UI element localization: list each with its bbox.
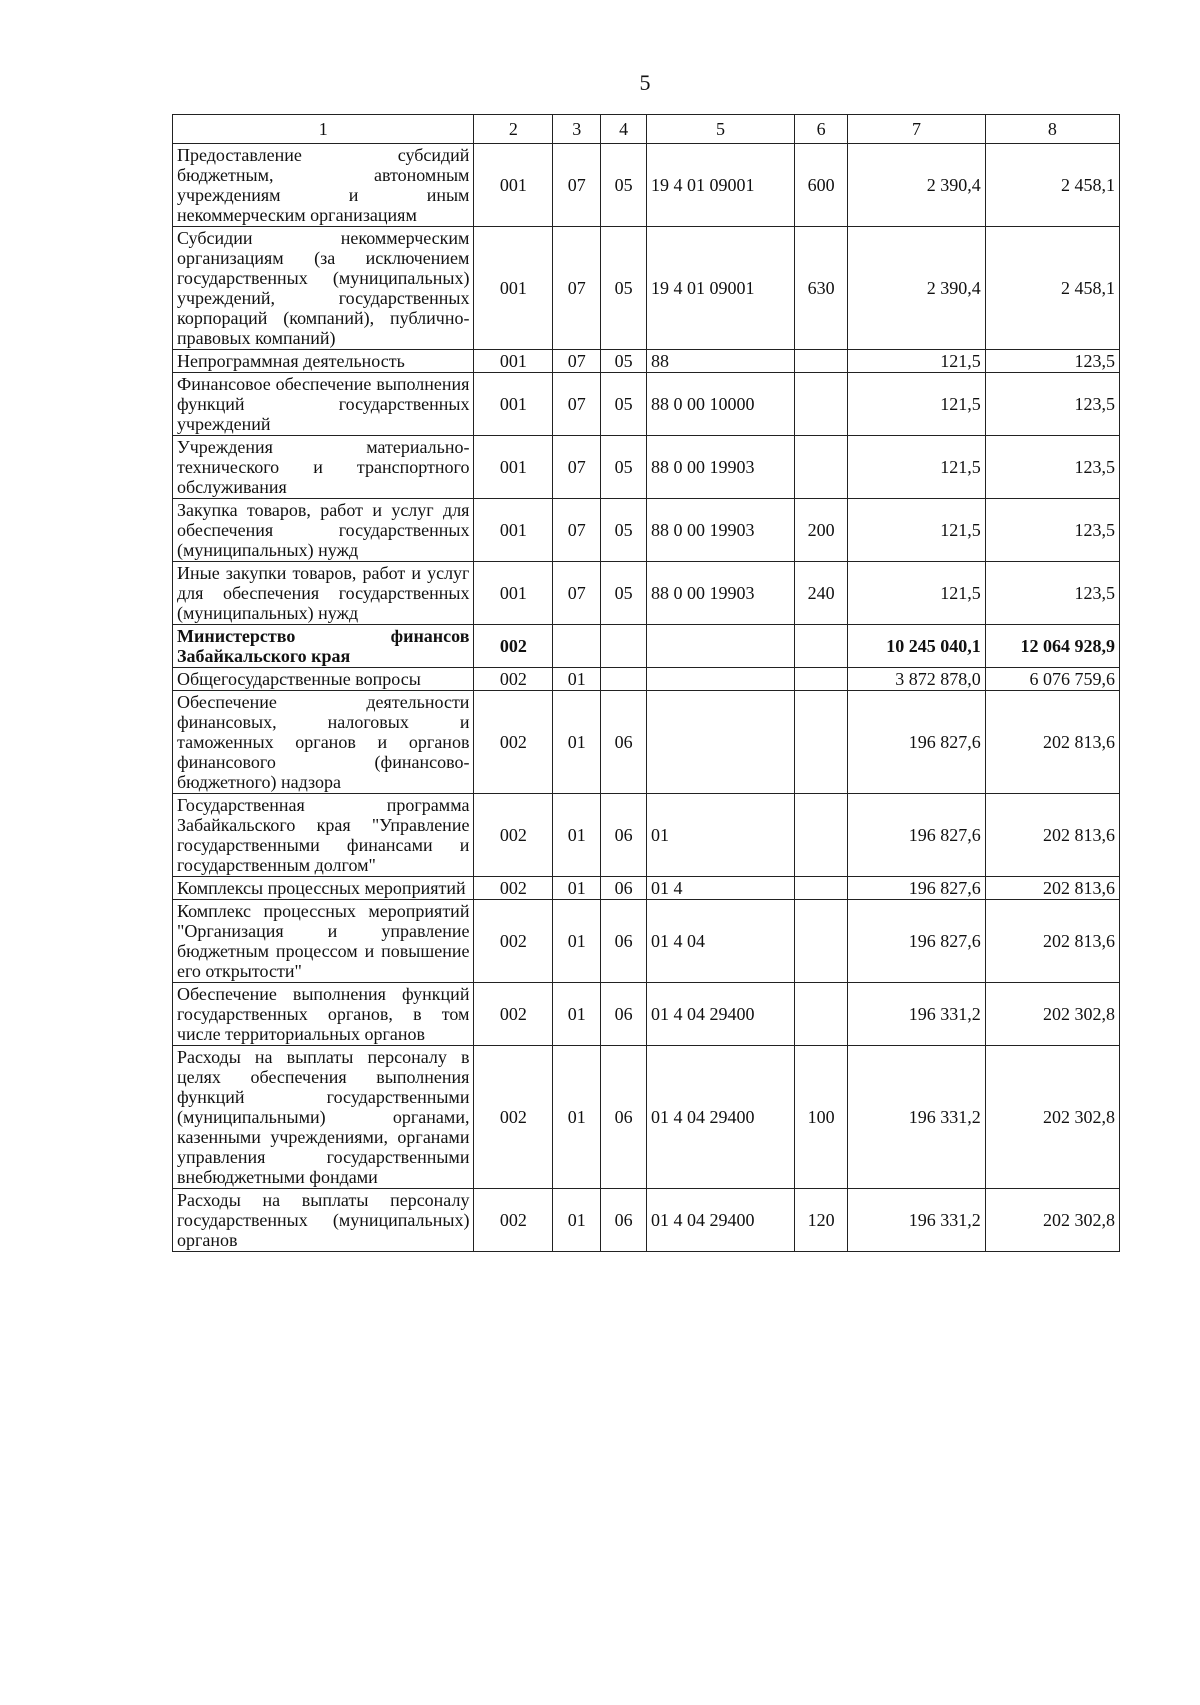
target-article-cell	[646, 625, 794, 668]
subsection-code-cell: 05	[601, 373, 647, 436]
row-name-cell: Государственная программа Забайкальского края "Управление государственными финансами и государственным долгом"	[173, 794, 474, 877]
table-row	[173, 625, 1120, 668]
target-article-cell: 19 4 01 09001	[646, 227, 794, 350]
section-code-cell: 01	[553, 900, 601, 983]
amount-year1-cell: 196 331,2	[848, 1046, 985, 1189]
subsection-code-cell: 06	[601, 900, 647, 983]
ministry-code-cell: 002	[474, 877, 553, 900]
table-row	[173, 668, 1120, 691]
subsection-code-cell: 05	[601, 436, 647, 499]
ministry-code-cell: 002	[474, 983, 553, 1046]
amount-year2-cell: 6 076 759,6	[985, 668, 1119, 691]
column-header: 2	[474, 115, 553, 144]
amount-year1-cell: 2 390,4	[848, 227, 985, 350]
budget-table	[172, 114, 1120, 1252]
amount-year1-cell: 121,5	[848, 562, 985, 625]
amount-year1-cell: 10 245 040,1	[848, 625, 985, 668]
amount-year2-cell: 202 302,8	[985, 983, 1119, 1046]
section-code-cell	[553, 625, 601, 668]
table-row	[173, 436, 1120, 499]
ministry-code-cell: 001	[474, 227, 553, 350]
subsection-code-cell: 05	[601, 562, 647, 625]
section-code-cell: 01	[553, 877, 601, 900]
amount-year2-cell: 123,5	[985, 562, 1119, 625]
row-name-cell: Учреждения материально-технического и транспортного обслуживания	[173, 436, 474, 499]
column-header: 5	[646, 115, 794, 144]
table-row	[173, 350, 1120, 373]
expense-type-cell: 200	[795, 499, 848, 562]
amount-year2-cell: 123,5	[985, 373, 1119, 436]
ministry-code-cell: 001	[474, 499, 553, 562]
subsection-code-cell: 06	[601, 794, 647, 877]
expense-type-cell: 240	[795, 562, 848, 625]
subsection-code-cell: 06	[601, 1046, 647, 1189]
table-row	[173, 983, 1120, 1046]
ministry-code-cell: 001	[474, 436, 553, 499]
target-article-cell: 01 4 04	[646, 900, 794, 983]
subsection-code-cell: 06	[601, 1189, 647, 1252]
table-row	[173, 1046, 1120, 1189]
amount-year1-cell: 196 331,2	[848, 1189, 985, 1252]
row-name-cell: Закупка товаров, работ и услуг для обеспечения государственных (муниципальных) нужд	[173, 499, 474, 562]
subsection-code-cell: 05	[601, 499, 647, 562]
table-row	[173, 227, 1120, 350]
section-code-cell: 01	[553, 668, 601, 691]
amount-year2-cell: 123,5	[985, 499, 1119, 562]
row-name-cell: Комплекс процессных мероприятий "Организация и управление бюджетным процессом и повышение его открытости"	[173, 900, 474, 983]
ministry-code-cell: 002	[474, 1046, 553, 1189]
ministry-code-cell: 002	[474, 625, 553, 668]
amount-year2-cell: 202 302,8	[985, 1046, 1119, 1189]
amount-year1-cell: 196 827,6	[848, 691, 985, 794]
column-header: 6	[795, 115, 848, 144]
row-name-cell: Общегосударственные вопросы	[173, 668, 474, 691]
amount-year2-cell: 123,5	[985, 350, 1119, 373]
table-row	[173, 373, 1120, 436]
subsection-code-cell	[601, 668, 647, 691]
section-code-cell: 01	[553, 983, 601, 1046]
amount-year2-cell: 202 813,6	[985, 691, 1119, 794]
target-article-cell: 88 0 00 19903	[646, 436, 794, 499]
row-name-cell: Расходы на выплаты персоналу государственных (муниципальных) органов	[173, 1189, 474, 1252]
ministry-code-cell: 002	[474, 691, 553, 794]
subsection-code-cell: 05	[601, 227, 647, 350]
target-article-cell	[646, 691, 794, 794]
section-code-cell: 07	[553, 350, 601, 373]
expense-type-cell	[795, 436, 848, 499]
section-code-cell: 01	[553, 1046, 601, 1189]
row-name-cell: Обеспечение деятельности финансовых, налоговых и таможенных органов и органов финансового (финансово-бюджетного) надзора	[173, 691, 474, 794]
column-header: 3	[553, 115, 601, 144]
target-article-cell: 88 0 00 19903	[646, 499, 794, 562]
table-row	[173, 900, 1120, 983]
row-name-cell: Субсидии некоммерческим организациям (за исключением государственных (муниципальных) учреждений, государственных корпораций (компаний), публично-правовых компаний)	[173, 227, 474, 350]
amount-year2-cell: 202 302,8	[985, 1189, 1119, 1252]
row-name-cell: Иные закупки товаров, работ и услуг для обеспечения государственных (муниципальных) нужд	[173, 562, 474, 625]
ministry-code-cell: 002	[474, 900, 553, 983]
expense-type-cell	[795, 983, 848, 1046]
table-row	[173, 499, 1120, 562]
subsection-code-cell: 06	[601, 691, 647, 794]
table-row	[173, 562, 1120, 625]
expense-type-cell: 120	[795, 1189, 848, 1252]
subsection-code-cell: 06	[601, 983, 647, 1046]
section-code-cell: 07	[553, 144, 601, 227]
amount-year1-cell: 196 827,6	[848, 900, 985, 983]
amount-year2-cell: 202 813,6	[985, 877, 1119, 900]
column-header: 4	[601, 115, 647, 144]
expense-type-cell	[795, 900, 848, 983]
subsection-code-cell: 05	[601, 350, 647, 373]
column-header: 8	[985, 115, 1119, 144]
row-name-cell: Обеспечение выполнения функций государственных органов, в том числе территориальных органов	[173, 983, 474, 1046]
amount-year1-cell: 121,5	[848, 499, 985, 562]
target-article-cell: 88	[646, 350, 794, 373]
expense-type-cell	[795, 794, 848, 877]
ministry-code-cell: 001	[474, 350, 553, 373]
amount-year2-cell: 12 064 928,9	[985, 625, 1119, 668]
amount-year2-cell: 2 458,1	[985, 144, 1119, 227]
row-name-cell: Финансовое обеспечение выполнения функций государственных учреждений	[173, 373, 474, 436]
target-article-cell: 01 4 04 29400	[646, 983, 794, 1046]
ministry-code-cell: 001	[474, 373, 553, 436]
amount-year2-cell: 202 813,6	[985, 900, 1119, 983]
amount-year1-cell: 3 872 878,0	[848, 668, 985, 691]
column-header: 7	[848, 115, 985, 144]
expense-type-cell	[795, 668, 848, 691]
amount-year2-cell: 123,5	[985, 436, 1119, 499]
section-code-cell: 01	[553, 794, 601, 877]
amount-year1-cell: 121,5	[848, 350, 985, 373]
section-code-cell: 07	[553, 373, 601, 436]
row-name-cell: Непрограммная деятельность	[173, 350, 474, 373]
ministry-code-cell: 001	[474, 562, 553, 625]
expense-type-cell: 630	[795, 227, 848, 350]
subsection-code-cell	[601, 625, 647, 668]
amount-year1-cell: 196 827,6	[848, 877, 985, 900]
target-article-cell: 01 4 04 29400	[646, 1189, 794, 1252]
amount-year1-cell: 196 827,6	[848, 794, 985, 877]
expense-type-cell	[795, 691, 848, 794]
section-code-cell: 07	[553, 499, 601, 562]
row-name-cell: Комплексы процессных мероприятий	[173, 877, 474, 900]
ministry-code-cell: 002	[474, 668, 553, 691]
target-article-cell: 01 4	[646, 877, 794, 900]
section-code-cell: 01	[553, 691, 601, 794]
target-article-cell: 88 0 00 10000	[646, 373, 794, 436]
section-code-cell: 01	[553, 1189, 601, 1252]
amount-year2-cell: 2 458,1	[985, 227, 1119, 350]
expense-type-cell	[795, 350, 848, 373]
amount-year1-cell: 121,5	[848, 373, 985, 436]
ministry-code-cell: 002	[474, 794, 553, 877]
amount-year1-cell: 121,5	[848, 436, 985, 499]
section-code-cell: 07	[553, 436, 601, 499]
expense-type-cell: 100	[795, 1046, 848, 1189]
column-header: 1	[173, 115, 474, 144]
subsection-code-cell: 05	[601, 144, 647, 227]
target-article-cell: 19 4 01 09001	[646, 144, 794, 227]
section-code-cell: 07	[553, 227, 601, 350]
table-row	[173, 144, 1120, 227]
page-number: 5	[639, 70, 651, 95]
header-row	[173, 115, 1120, 144]
target-article-cell: 01 4 04 29400	[646, 1046, 794, 1189]
target-article-cell	[646, 668, 794, 691]
row-name-cell: Расходы на выплаты персоналу в целях обеспечения выполнения функций государственными (муниципальными) органами, казенными учреждениями, органами управления государственными внебюджетными фондами	[173, 1046, 474, 1189]
table-body	[173, 144, 1120, 1252]
table-row	[173, 1189, 1120, 1252]
table-row	[173, 691, 1120, 794]
expense-type-cell	[795, 877, 848, 900]
ministry-code-cell: 002	[474, 1189, 553, 1252]
expense-type-cell	[795, 373, 848, 436]
table-row	[173, 794, 1120, 877]
table-row	[173, 877, 1120, 900]
row-name-cell: Предоставление субсидий бюджетным, автономным учреждениям и иным некоммерческим организациям	[173, 144, 474, 227]
amount-year2-cell: 202 813,6	[985, 794, 1119, 877]
ministry-code-cell: 001	[474, 144, 553, 227]
row-name-cell: Министерство финансов Забайкальского края	[173, 625, 474, 668]
expense-type-cell: 600	[795, 144, 848, 227]
amount-year1-cell: 196 331,2	[848, 983, 985, 1046]
expense-type-cell	[795, 625, 848, 668]
target-article-cell: 88 0 00 19903	[646, 562, 794, 625]
section-code-cell: 07	[553, 562, 601, 625]
amount-year1-cell: 2 390,4	[848, 144, 985, 227]
subsection-code-cell: 06	[601, 877, 647, 900]
target-article-cell: 01	[646, 794, 794, 877]
